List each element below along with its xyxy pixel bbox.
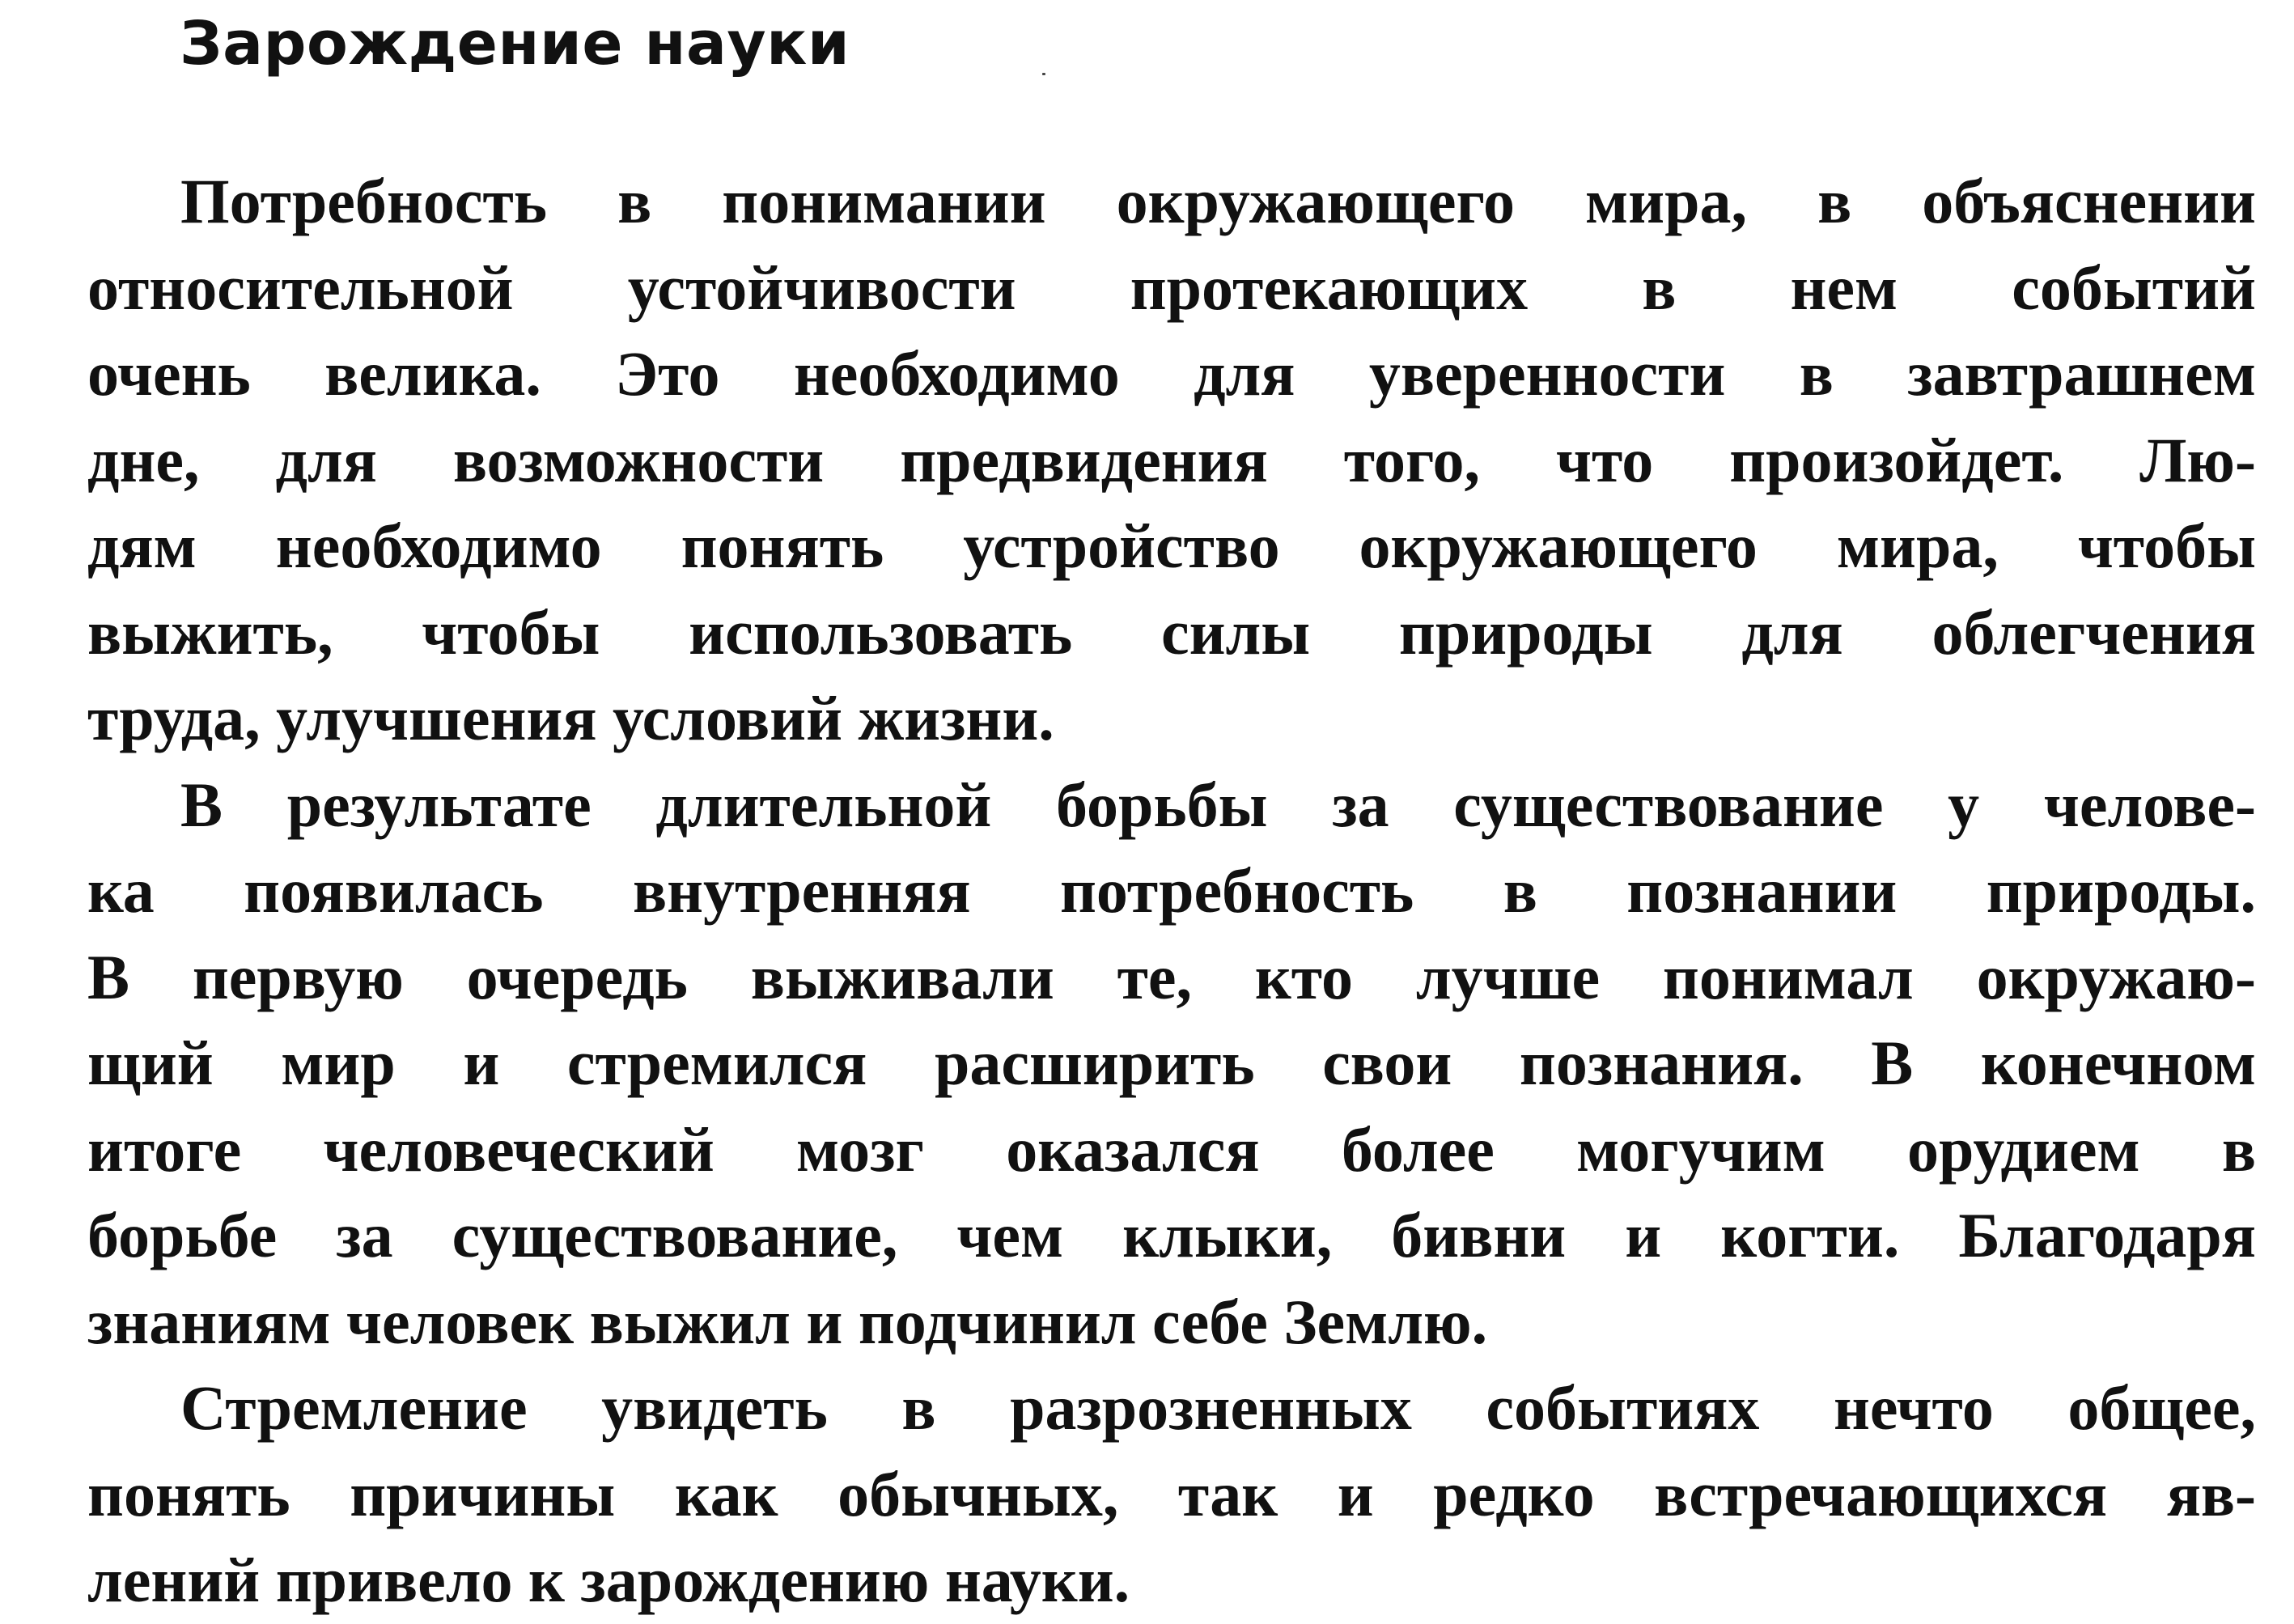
text-line: знаниям человек выжил и подчинил себе Землю. <box>87 1286 1488 1357</box>
text-line: В результате длительной борьбы за существование у челове- <box>180 769 2256 840</box>
text-line: очень велика. Это необходимо для уверенности в завтрашнем <box>87 338 2256 409</box>
body-text <box>87 159 2256 1624</box>
text-line: относительной устойчивости протекающих в нем событий <box>87 252 2256 323</box>
text-line: итоге человеческий мозг оказался более могучим орудием в <box>87 1113 2256 1185</box>
text-line: лений привело к зарождению науки. <box>87 1545 1130 1615</box>
text-line: дне, для возможности предвидения того, что произойдет. Лю- <box>87 424 2256 495</box>
text-line: В первую очередь выживали те, кто лучше понимал окружаю- <box>87 941 2256 1012</box>
text-line: дям необходимо понять устройство окружающего мира, чтобы <box>87 511 2256 581</box>
paragraph-3 <box>87 1365 2256 1624</box>
section-title: Зарождение науки <box>180 9 850 78</box>
scan-speck <box>1042 73 1045 75</box>
text-line: Стремление увидеть в разрозненных событиях нечто общее, <box>180 1372 2256 1443</box>
paragraph-2 <box>87 762 2256 1366</box>
text-line: щий мир и стремился расширить свои познания. В конечном <box>87 1028 2256 1098</box>
text-line: понять причины как обычных, так и редко встречающихся яв- <box>87 1458 2256 1529</box>
paragraph-1 <box>87 159 2256 762</box>
text-line: Потребность в понимании окружающего мира, в объяснении <box>180 166 2256 236</box>
text-line: ка появилась внутренняя потребность в познании природы. <box>87 855 2256 926</box>
text-line: выжить, чтобы использовать силы природы для облегчения <box>87 596 2256 668</box>
text-line: труда, улучшения условий жизни. <box>87 683 1054 753</box>
text-line: борьбе за существование, чем клыки, бивни и когти. Благодаря <box>87 1200 2256 1270</box>
